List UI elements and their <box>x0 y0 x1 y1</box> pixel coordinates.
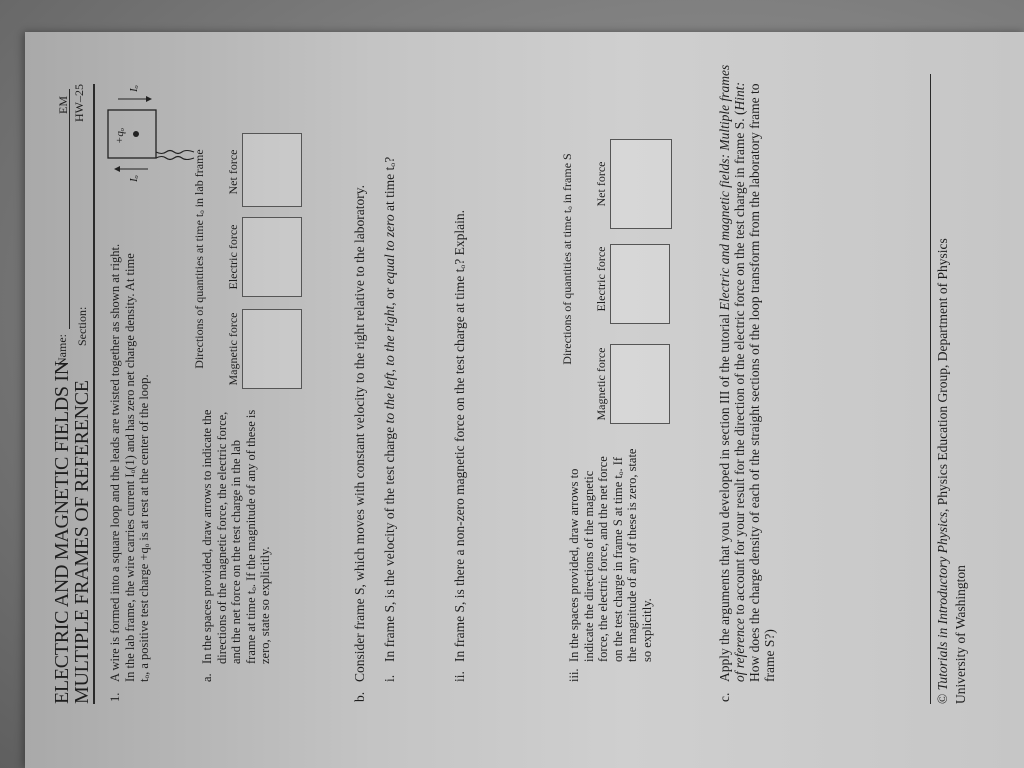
part-b-text: Consider frame S, which moves with constant velocity to the right relative to the laboratory. <box>352 184 367 682</box>
part-b-i-text <box>382 82 397 662</box>
i-text-a: In frame S, is the velocity of the test charge <box>382 423 397 662</box>
part-a-letter: a. <box>200 673 214 682</box>
twisted-leads-2 <box>156 151 194 154</box>
copyright-book: Tutorials in Introductory Physics <box>935 511 950 691</box>
copyright-group: , Physics Education Group, Department of Physics <box>935 238 950 512</box>
part-a-magnetic-box[interactable] <box>242 309 302 389</box>
footer-copyright <box>935 238 951 704</box>
q1-number: 1. <box>108 692 122 702</box>
q1-text: A wire is formed into a square loop and the leads are twisted together as shown at right. In the lab frame, the wire carries current Iₒ(1) and has zero net charge density. At time tₒ, a positive test charge +qₒ is at rest at the center of the loop. <box>108 243 151 682</box>
name-label: Name: <box>55 334 69 366</box>
i-text-italic: to the left, to the right, <box>382 302 397 424</box>
test-charge-dot <box>133 131 139 137</box>
part-b-heading: Directions of quantities at time tₒ in frame S <box>560 153 574 365</box>
c-text-c: How does the charge density of each of the straight sections of the loop transform from the laboratory frame to frame S?) <box>747 83 777 682</box>
c-text-b: to account for your result for the direction of the electric force on the test charge in frame S. ( <box>732 110 747 619</box>
code-line1: EM <box>56 96 70 114</box>
current-label-right: Iₒ <box>128 85 140 92</box>
part-b-magnetic-box[interactable] <box>610 344 670 424</box>
loop-diagram <box>104 85 199 182</box>
header-rule <box>93 84 95 704</box>
arrow-down-icon <box>146 96 152 102</box>
charge-label: +qₒ <box>114 127 126 144</box>
part-a-col-electric: Electric force <box>226 224 240 290</box>
footer-line2: University of Washington <box>953 565 968 704</box>
page-title-line1: ELECTRIC AND MAGNETIC FIELDS IN <box>51 361 73 704</box>
twisted-leads <box>156 157 194 160</box>
copyright-symbol: © <box>935 690 950 704</box>
part-b-iii-number: iii. <box>567 668 581 682</box>
part-b-electric-box[interactable] <box>610 244 670 324</box>
part-b-iii-text: In the spaces provided, draw arrows to indicate the directions of the magnetic force, the electric force, and the net force on the test charge in frame S at time tₒ. If the magnitude of any of these is zero, state so explicitly. <box>567 448 654 662</box>
i-text-italic2: equal to zero <box>382 214 397 285</box>
page-title-line2: MULTIPLE FRAMES OF REFERENCE <box>71 380 93 704</box>
i-text-c: at time tₒ? <box>382 156 397 215</box>
part-a-heading: Directions of quantities at time tₒ in lab frame <box>192 149 206 369</box>
part-a-col-net: Net force <box>226 149 240 195</box>
part-a-text: In the spaces provided, draw arrows to indicate the directions of the magnetic force, the electric force, and the net force on the test charge in the lab frame at time tₒ. If the magnitude of any of these is zero, state so explicitly. <box>200 409 272 664</box>
part-b-i-number: i. <box>382 674 397 682</box>
part-b-ii-number: ii. <box>452 671 467 682</box>
worksheet-page <box>32 34 992 734</box>
arrow-up-icon <box>114 166 120 172</box>
part-c-text <box>717 62 777 682</box>
i-text-b: or <box>382 284 397 303</box>
part-b-col-net: Net force <box>594 161 608 207</box>
part-b-ii-text: In frame S, is there a non-zero magnetic force on the test charge at time tₒ? Explain. <box>452 210 467 662</box>
part-a-col-magnetic: Magnetic force <box>226 312 240 386</box>
code-line2: HW–25 <box>72 84 86 122</box>
name-line <box>69 89 70 329</box>
c-text-a: Apply the arguments that you developed in section III of the tutorial <box>717 310 732 682</box>
section-label: Section: <box>75 306 89 346</box>
c-text-italic: Electric and magnetic fields: Multiple frames of reference <box>717 64 747 682</box>
part-b-col-magnetic: Magnetic force <box>594 347 608 421</box>
part-a-net-box[interactable] <box>242 133 302 207</box>
part-a-electric-box[interactable] <box>242 217 302 297</box>
c-hint-label: Hint: <box>732 81 747 111</box>
part-b-net-box[interactable] <box>610 139 672 229</box>
part-b-letter: b. <box>352 691 367 702</box>
part-c-letter: c. <box>717 692 732 702</box>
footer-rule <box>930 74 931 704</box>
part-b-col-electric: Electric force <box>594 246 608 312</box>
current-label-left: Iₒ <box>128 175 140 182</box>
